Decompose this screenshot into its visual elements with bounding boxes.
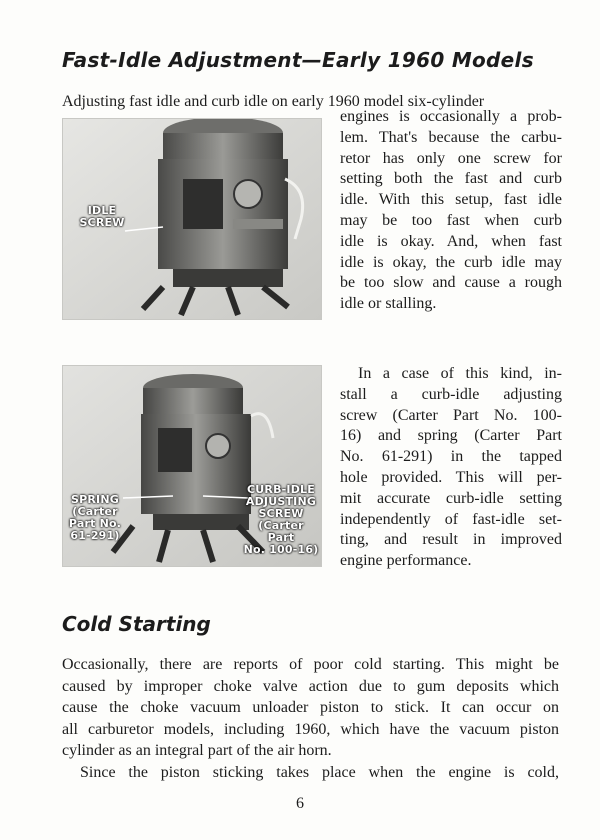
callout-spring-line: Part No. bbox=[68, 517, 122, 530]
column2-line: engine performance. bbox=[340, 552, 472, 570]
cold-line: caused by improper choke valve action due to gum deposits which bbox=[62, 677, 559, 695]
column2-line: stall a curb-idle adjusting bbox=[340, 385, 562, 403]
callout-idle-screw bbox=[75, 205, 129, 229]
cold-starting-paragraph bbox=[62, 654, 559, 784]
column1-line: idle or stalling. bbox=[340, 295, 437, 313]
carburetor-photo-idle-screw bbox=[62, 118, 322, 320]
intro-line: Adjusting fast idle and curb idle on early 1960 model six-cylinder bbox=[62, 93, 485, 110]
cold-line: all carburetor models, including 1960, which have the vacuum piston bbox=[62, 720, 559, 738]
callout-spring-line: 61-291) bbox=[70, 529, 120, 542]
column2-line: independently of fast-idle set- bbox=[340, 510, 562, 528]
callout-curb-idle-screw bbox=[243, 484, 319, 556]
callout-curb-idle-line: No. 100-16) bbox=[243, 543, 319, 556]
carburetor-photo-curb-idle bbox=[62, 365, 322, 567]
cold-line: cylinder as an integral part of the air horn. bbox=[62, 742, 332, 760]
column1-line: be too slow and cause a rough bbox=[340, 274, 562, 292]
column2-line: ting, and result in improved bbox=[340, 531, 562, 549]
callout-spring bbox=[67, 494, 123, 542]
column1-line: may be too fast when curb bbox=[340, 211, 562, 229]
callout-curb-idle-line: SCREW bbox=[258, 507, 304, 520]
section-heading-fast-idle: Fast-Idle Adjustment—Early 1960 Models bbox=[62, 48, 534, 72]
column1-line: idle. With this setup, fast idle bbox=[340, 191, 562, 209]
column1-line: lem. That's because the carbu- bbox=[340, 128, 562, 146]
callout-curb-idle-line: CURB-IDLE bbox=[247, 483, 315, 496]
callout-idle-screw-line-2: SCREW bbox=[79, 216, 125, 229]
callout-curb-idle-line: (Carter Part bbox=[258, 519, 304, 544]
text-column-2 bbox=[340, 364, 562, 572]
column2-line: mit accurate curb-idle setting bbox=[340, 489, 562, 507]
callout-spring-line: SPRING bbox=[71, 493, 119, 506]
column2-line: 16) and spring (Carter Part bbox=[340, 427, 562, 445]
column2-line: No. 61-291) in the tapped bbox=[340, 448, 562, 466]
column1-line: idle is okay. And, when fast bbox=[340, 232, 562, 250]
cold-line-continued: Since the piston sticking takes place when the engine is cold, bbox=[80, 763, 559, 781]
section-heading-cold-starting: Cold Starting bbox=[62, 612, 211, 636]
callout-idle-screw-line-1: IDLE bbox=[87, 204, 117, 217]
text-column-1 bbox=[340, 107, 562, 315]
column1-line: retor has only one screw for bbox=[340, 149, 562, 167]
column1-line: idle is okay, the curb idle may bbox=[340, 253, 562, 271]
cold-line: cause the choke vacuum unloader piston to stick. It can occur on bbox=[62, 699, 559, 717]
column1-line: engines is occasionally a prob- bbox=[340, 108, 562, 125]
callout-spring-line: (Carter bbox=[72, 505, 118, 518]
callout-curb-idle-line: ADJUSTING bbox=[245, 495, 317, 508]
column2-line: screw (Carter Part No. 100- bbox=[340, 406, 562, 424]
column2-line: In a case of this kind, in- bbox=[358, 365, 562, 382]
cold-line: Occasionally, there are reports of poor cold starting. This might be bbox=[62, 656, 559, 673]
page-number: 6 bbox=[296, 795, 304, 812]
column1-line: setting both the fast and curb bbox=[340, 170, 562, 188]
column2-line: hole provided. This will per- bbox=[340, 468, 562, 486]
